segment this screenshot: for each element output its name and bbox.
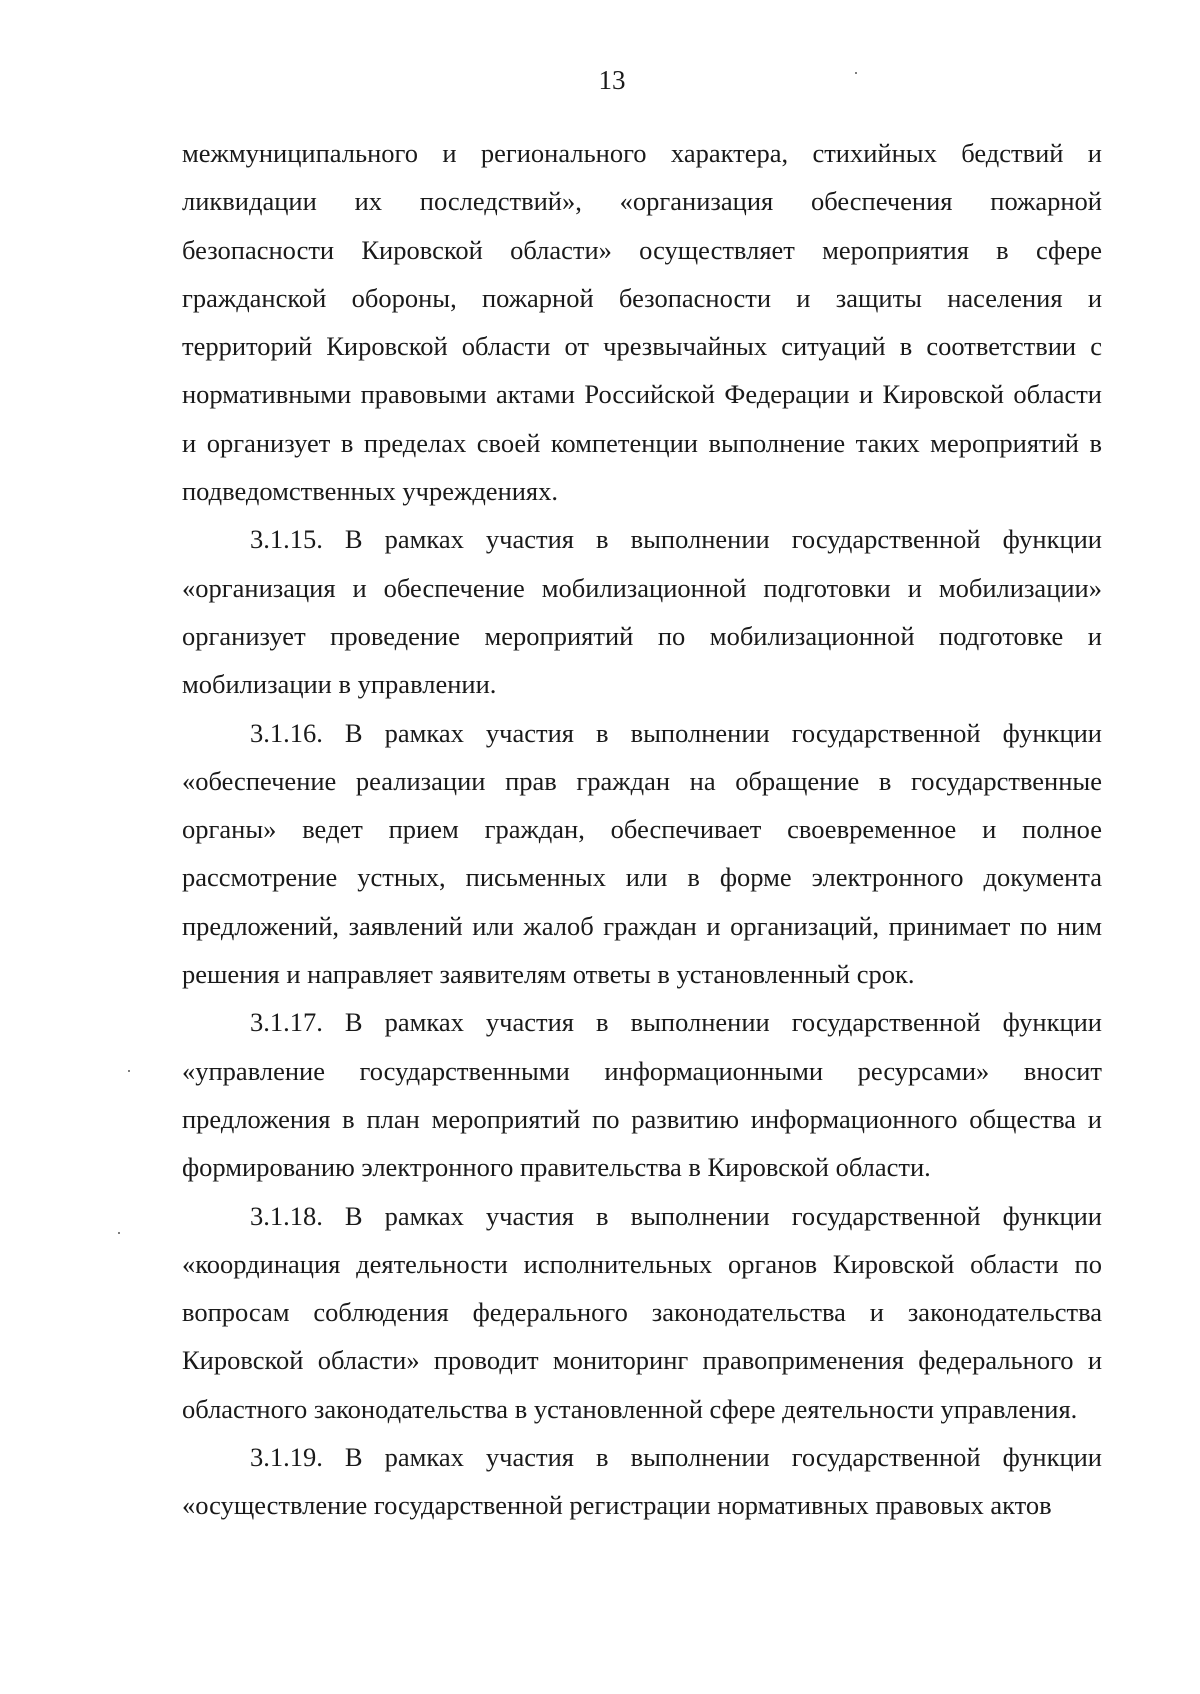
paragraph-3-1-15: 3.1.15. В рамках участия в выполнении государственной функции «организация и обеспечение мобилизационной подготовки и мобилизации» организует проведение мероприятий по мобилизационной подготовке и мобилизации в управлении. <box>182 524 1102 700</box>
scan-speck <box>855 72 857 74</box>
scan-speck <box>128 1070 130 1072</box>
paragraph-3-1-16: 3.1.16. В рамках участия в выполнении государственной функции «обеспечение реализации прав граждан на обращение в государственные органы» ведет прием граждан, обеспечивает своевременное и полное рассмотрение устных, письменных или в форме электронного документа предложений, заявлений или жалоб граждан и организаций, принимает по ним решения и направляет заявителям ответы в установленный срок. <box>182 717 1102 990</box>
paragraph-3-1-17: 3.1.17. В рамках участия в выполнении государственной функции «управление государственными информационными ресурсами» вносит предложения в план мероприятий по развитию информационного общества и формированию электронного правительства в Кировской области. <box>182 1007 1102 1183</box>
paragraph-3-1-18: 3.1.18. В рамках участия в выполнении государственной функции «координация деятельности исполнительных органов Кировской области по вопросам соблюдения федерального законодательства и законодательства Кировской области» проводит мониторинг правоприменения федерального и областного законодательства в установленной сфере деятельности управления. <box>182 1200 1102 1424</box>
page-number: 13 <box>598 65 626 95</box>
document-body <box>182 129 1102 1530</box>
paragraph-continuation: межмуниципального и регионального характера, стихийных бедствий и ликвидации их последствий», «организация обеспечения пожарной безопасности Кировской области» осуществляет мероприятия в сфере гражданской обороны, пожарной безопасности и защиты населения и территорий Кировской области от чрезвычайных ситуаций в соответствии с нормативными правовыми актами Российской Федерации и Кировской области и организует в пределах своей компетенции выполнение таких мероприятий в подведомственных учреждениях. <box>182 138 1102 507</box>
scan-speck <box>118 1232 120 1234</box>
paragraph-3-1-19: 3.1.19. В рамках участия в выполнении государственной функции «осуществление государственной регистрации нормативных правовых актов <box>182 1442 1102 1521</box>
